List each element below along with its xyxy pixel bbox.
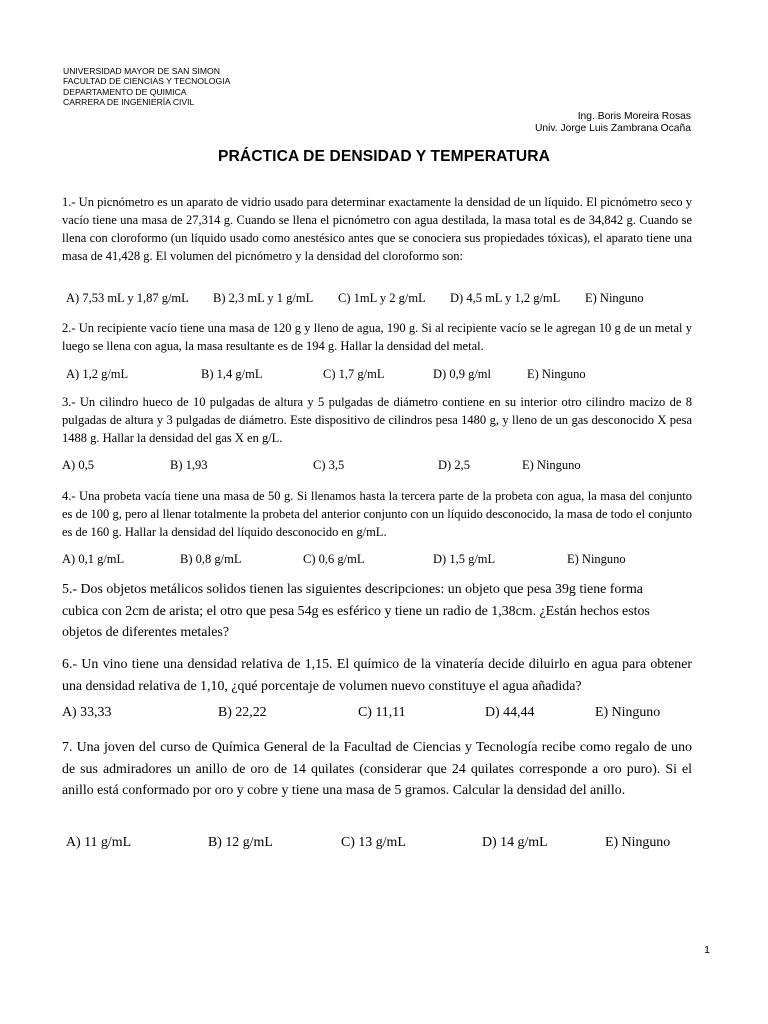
question-1-options (0, 291, 768, 311)
question-3-options (0, 458, 768, 478)
question-2-options (0, 367, 768, 387)
question-3-text: 3.- Un cilindro hueco de 10 pulgadas de altura y 5 pulgadas de diámetro contiene en su interior otro cilindro macizo de 8 pulgadas de altura y 3 pulgadas de diámetro. Este dispositivo de cilindros pesa 1480 g, y lleno de un gas desconocido X pesa 1488 g. Hallar la densidad del gas X en g/L. (62, 395, 692, 445)
author-line: Univ. Jorge Luis Zambrana Ocaña (534, 123, 691, 135)
option: D) 4,5 mL y 1,2 g/mL (450, 291, 561, 305)
option: C) 0,6 g/mL (303, 552, 365, 566)
option: E) Ninguno (585, 291, 644, 305)
option: E) Ninguno (527, 367, 586, 381)
option: C) 13 g/mL (341, 835, 406, 850)
question-7-options (0, 835, 768, 855)
institution-line: CARRERA DE INGENIERÍA CIVIL (63, 96, 195, 107)
institution-line: FACULTAD DE CIENCIAS Y TECNOLOGIA (63, 76, 231, 87)
document-title: PRÁCTICA DE DENSIDAD Y TEMPERATURA (217, 148, 551, 165)
option: B) 22,22 (218, 705, 267, 720)
question-4-options (0, 552, 768, 572)
question-7-text: 7. Una joven del curso de Química General de la Facultad de Ciencias y Tecnología recibe como regalo de uno de sus admiradores un anillo de oro de 14 quilates (considerar que 24 quilates corresponde a oro puro). Si el anillo está conformado por oro y cobre y tiene una masa de 5 gramos. Calcular la densidad del anillo. (62, 740, 692, 798)
question-5-text: 5.- Dos objetos metálicos solidos tienen las siguientes descripciones: un objeto que pesa 39g tiene forma cubica con 2cm de arista; el otro que pesa 54g es esférico y tiene un radio de 1,38cm. ¿Están hechos estos objetos de diferentes metales? (62, 582, 650, 640)
question-4-text: 4.- Una probeta vacía tiene una masa de 50 g. Si llenamos hasta la tercera parte de la probeta con agua, la masa del conjunto es de 100 g, pero al llenar totalmente la probeta del anterior conjunto con un líquido desconocido, la masa de todo el conjunto es de 160 g. Hallar la densidad del líquido desconocido en g/mL. (62, 489, 692, 539)
question-6-options (0, 705, 768, 725)
option: E) Ninguno (605, 835, 671, 850)
page-number: 1 (704, 944, 710, 956)
question-2-text: 2.- Un recipiente vacío tiene una masa de 120 g y lleno de agua, 190 g. Si al recipiente vacío se le agregan 10 g de un metal y luego se llena con agua, la masa resultante es de 194 g. Hallar la densidad del metal. (62, 321, 692, 353)
option: C) 1mL y 2 g/mL (338, 291, 426, 305)
option: A) 33,33 (62, 705, 112, 720)
author-line: Ing. Boris Moreira Rosas (577, 111, 691, 122)
option: B) 1,4 g/mL (201, 367, 263, 381)
option: A) 0,5 (62, 458, 94, 472)
institution-line: UNIVERSIDAD MAYOR DE SAN SIMON (63, 66, 220, 76)
option: A) 7,53 mL y 1,87 g/mL (66, 291, 189, 305)
option: B) 0,8 g/mL (180, 552, 242, 566)
institution-header (63, 66, 230, 107)
option: D) 14 g/mL (482, 835, 548, 850)
option: B) 1,93 (170, 458, 208, 472)
option: D) 0,9 g/ml (433, 367, 491, 381)
authors-block (535, 111, 691, 135)
option: B) 2,3 mL y 1 g/mL (213, 291, 314, 305)
institution-line: DEPARTAMENTO DE QUIMICA (63, 86, 187, 97)
option: C) 11,11 (358, 705, 406, 720)
option: A) 0,1 g/mL (62, 552, 125, 566)
option: C) 1,7 g/mL (323, 367, 385, 381)
option: E) Ninguno (595, 705, 661, 720)
option: D) 1,5 g/mL (433, 552, 496, 566)
option: A) 11 g/mL (66, 835, 132, 850)
option: B) 12 g/mL (208, 835, 273, 850)
question-6-text: 6.- Un vino tiene una densidad relativa de 1,15. El químico de la vinatería decide diluirlo en agua para obtener una densidad relativa de 1,10, ¿qué porcentaje de volumen nuevo constituye el agua añadida? (62, 657, 692, 694)
option: D) 44,44 (485, 705, 535, 720)
option: E) Ninguno (567, 552, 626, 566)
option: A) 1,2 g/mL (66, 367, 129, 381)
option: D) 2,5 (438, 458, 470, 472)
question-1-text: 1.- Un picnómetro es un aparato de vidrio usado para determinar exactamente la densidad de un líquido. El picnómetro seco y vacío tiene una masa de 27,314 g. Cuando se llena el picnómetro con agua destilada, la masa total es de 34,842 g. Cuando se llena con cloroformo (un líquido usado como anestésico antes que se conociera sus propiedades tóxicas), el aparato tiene una masa de 41,428 g. El volumen del picnómetro y la densidad del cloroformo son: (62, 195, 692, 263)
option: E) Ninguno (522, 458, 581, 472)
option: C) 3,5 (313, 458, 345, 472)
